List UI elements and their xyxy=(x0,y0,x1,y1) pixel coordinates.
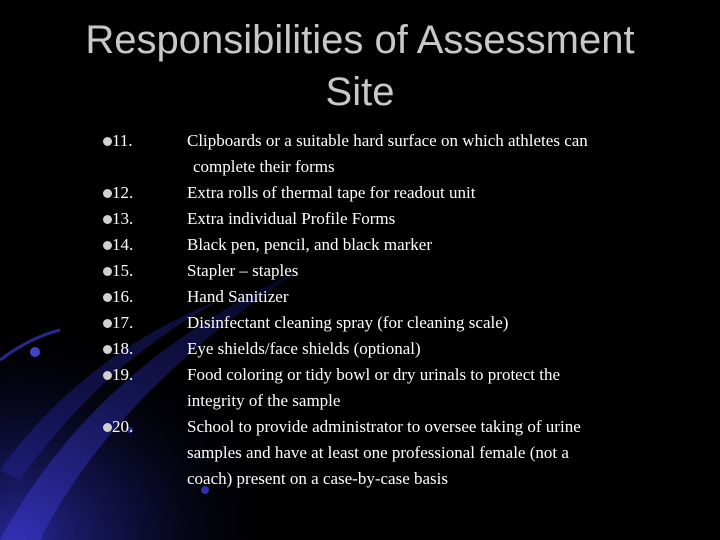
bullet-dot-icon xyxy=(103,319,112,328)
list-item xyxy=(112,414,692,492)
item-text-line: samples and have at least one professional female (not a xyxy=(187,443,569,462)
list-item xyxy=(112,258,692,284)
list-item xyxy=(112,180,692,206)
list-item xyxy=(112,362,692,414)
item-number: 18. xyxy=(112,339,134,358)
item-text: Disinfectant cleaning spray (for cleaning scale) xyxy=(187,313,509,332)
item-text-line: Clipboards or a suitable hard surface on which athletes can xyxy=(187,131,588,150)
list-item xyxy=(112,128,692,180)
item-number: 17. xyxy=(112,313,134,332)
bullet-dot-icon xyxy=(103,345,112,354)
item-text-line: integrity of the sample xyxy=(187,391,341,410)
bullet-dot-icon xyxy=(103,423,112,432)
slide-title-line-2: Site xyxy=(325,70,395,114)
bullet-dot-icon xyxy=(103,241,112,250)
item-number: 13. xyxy=(112,209,134,228)
item-text: Stapler – staples xyxy=(187,261,299,280)
bullet-dot-icon xyxy=(103,137,112,146)
list-item xyxy=(112,310,692,336)
item-text: Hand Sanitizer xyxy=(187,287,289,306)
bullet-list xyxy=(112,128,692,492)
item-text: Black pen, pencil, and black marker xyxy=(187,235,432,254)
item-number: 20. xyxy=(112,417,134,436)
item-text xyxy=(187,414,692,492)
item-number: 14. xyxy=(112,235,134,254)
bullet-dot-icon xyxy=(103,267,112,276)
item-number: 15. xyxy=(112,261,134,280)
bullet-dot-icon xyxy=(103,371,112,380)
bullet-dot-icon xyxy=(103,293,112,302)
item-text-line: School to provide administrator to oversee taking of urine xyxy=(187,417,581,436)
item-text-line: Food coloring or tidy bowl or dry urinals to protect the xyxy=(187,365,560,384)
slide-title xyxy=(20,14,700,118)
bullet-dot-icon xyxy=(103,189,112,198)
list-item xyxy=(112,206,692,232)
item-number: 19. xyxy=(112,365,134,384)
list-item xyxy=(112,336,692,362)
item-number: 11. xyxy=(112,131,133,150)
item-text: Eye shields/face shields (optional) xyxy=(187,339,421,358)
item-number: 12. xyxy=(112,183,134,202)
item-text: Extra individual Profile Forms xyxy=(187,209,396,228)
item-text xyxy=(187,362,692,414)
item-text-line: coach) present on a case-by-case basis xyxy=(187,469,449,488)
item-text xyxy=(187,128,692,180)
item-text-line: complete their forms xyxy=(193,157,335,176)
list-item xyxy=(112,284,692,310)
slide-title-line-1: Responsibilities of Assessment xyxy=(85,18,635,62)
item-text: Extra rolls of thermal tape for readout unit xyxy=(187,183,476,202)
item-number: 16. xyxy=(112,287,134,306)
bullet-dot-icon xyxy=(103,215,112,224)
list-item xyxy=(112,232,692,258)
